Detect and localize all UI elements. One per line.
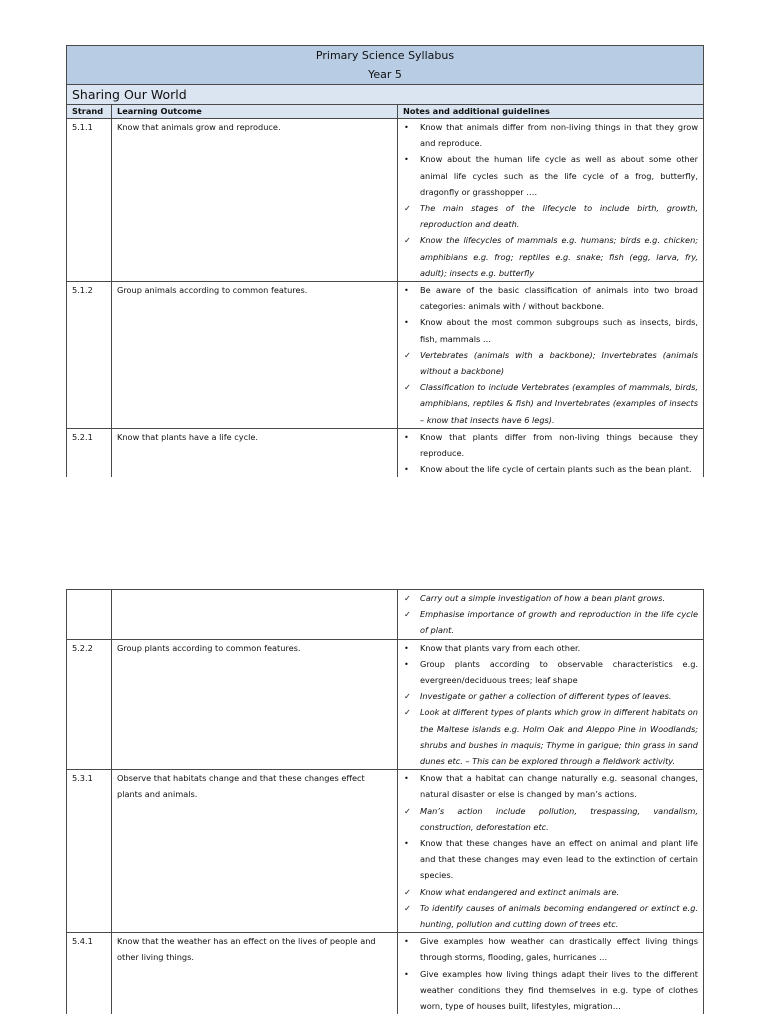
note-text: Know about the most common subgroups such as insects, birds, fish, mammals … — [420, 317, 699, 344]
list-item — [403, 429, 698, 461]
title-cell — [67, 46, 704, 85]
list-item — [403, 282, 698, 314]
outcome-cell: Know that the weather has an effect on the lives of people and other living things. — [112, 933, 398, 1015]
bullet-icon: • — [404, 317, 409, 328]
checkmark-icon: ✓ — [404, 707, 411, 718]
note-text: The main stages of the lifecycle to include birth, growth, reproduction and death. — [420, 203, 699, 230]
note-text: Know what endangered and extinct animals are. — [420, 886, 620, 897]
notes-cell — [398, 639, 704, 770]
list-item — [403, 770, 698, 802]
notes-list — [403, 429, 698, 478]
outcome-cell: Group animals according to common features. — [112, 282, 398, 429]
notes-cell — [398, 590, 704, 640]
list-item — [403, 640, 698, 656]
strand-cell: 5.3.1 — [67, 770, 112, 933]
strand-cell: 5.2.2 — [67, 639, 112, 770]
section-heading: Sharing Our World — [67, 85, 704, 105]
bullet-icon: • — [404, 285, 409, 296]
checkmark-icon: ✓ — [404, 382, 411, 393]
notes-list — [403, 770, 698, 932]
outcome-cell: Group plants according to common features. — [112, 639, 398, 770]
note-text: Give examples how weather can drastically effect living things through storms, flooding, gales, hurricanes … — [420, 936, 698, 963]
note-text: Carry out a simple investigation of how a bean plant grows. — [420, 593, 666, 603]
notes-cell — [398, 770, 704, 933]
checkmark-icon: ✓ — [404, 691, 411, 702]
table-body — [67, 119, 704, 478]
note-text: Give examples how living things adapt their lives to the different weather conditions they find themselves in e.g. type of clothes worn, type of houses built, lifestyles, migration… — [420, 968, 698, 1012]
notes-cell — [398, 428, 704, 477]
bullet-icon: • — [404, 658, 409, 669]
strand-cell — [67, 590, 112, 640]
table-row — [67, 119, 704, 282]
list-item — [403, 347, 698, 379]
strand-header: Strand — [67, 105, 112, 119]
note-text: Know that these changes have an effect on animal and plant life and that these changes may even lead to the extinction of certain species. — [420, 838, 698, 881]
bullet-icon: • — [404, 838, 409, 849]
table-row — [67, 282, 704, 429]
list-item — [403, 884, 698, 900]
note-text: Investigate or gather a collection of different types of leaves. — [420, 691, 672, 702]
list-item — [403, 314, 698, 346]
bullet-icon: • — [404, 936, 409, 947]
notes-list — [403, 933, 698, 1014]
notes-header: Notes and additional guidelines — [398, 105, 704, 119]
outcome-cell: Know that plants have a life cycle. — [112, 428, 398, 477]
list-item — [403, 606, 698, 638]
notes-cell — [398, 282, 704, 429]
note-text: Know that plants differ from non-living things because they reproduce. — [420, 431, 699, 459]
table-row — [67, 590, 704, 640]
strand-cell: 5.2.1 — [67, 428, 112, 477]
note-text: Classification to include Vertebrates (examples of mammals, birds, amphibians, reptiles & fish) and Invertebrates (examples of insects – know that insects have 6 legs). — [420, 382, 699, 425]
table-row — [67, 933, 704, 1015]
list-item — [403, 835, 698, 884]
list-item — [403, 966, 698, 1015]
syllabus-title: Primary Science Syllabus — [315, 49, 455, 62]
checkmark-icon: ✓ — [404, 235, 411, 246]
bullet-icon: • — [404, 968, 409, 979]
bullet-icon: • — [404, 642, 409, 653]
list-item — [403, 803, 698, 835]
list-item — [403, 379, 698, 428]
list-item — [403, 461, 698, 477]
note-text: Emphasise importance of growth and reproduction in the life cycle of plant. — [420, 609, 698, 636]
syllabus-table-page-2 — [66, 589, 704, 1014]
note-text: Look at different types of plants which grow in different habitats on the Maltese islands e.g. Holm Oak and Aleppo Pine in Woodlands; shrubs and bushes in maquis; Thyme in garigue; thin grass in sand dunes etc. – This can be explored through a fieldwork activity. — [420, 707, 698, 767]
list-item — [403, 933, 698, 965]
list-item — [403, 200, 698, 232]
list-item — [403, 232, 698, 281]
list-item — [403, 119, 698, 151]
note-text: Know that animals differ from non-living things in that they grow and reproduce. — [420, 122, 699, 149]
checkmark-icon: ✓ — [404, 609, 411, 620]
note-text: Know that plants vary from each other. — [420, 642, 581, 653]
note-text: Man’s action include pollution, trespassing, vandalism, construction, deforestation etc. — [420, 805, 698, 832]
checkmark-icon: ✓ — [404, 886, 411, 897]
strand-cell: 5.1.2 — [67, 282, 112, 429]
strand-cell: 5.1.1 — [67, 119, 112, 282]
bullet-icon: • — [404, 154, 409, 165]
bullet-icon: • — [404, 773, 409, 784]
outcome-cell: Observe that habitats change and that these changes effect plants and animals. — [112, 770, 398, 933]
note-text: Group plants according to observable characteristics e.g. evergreen/deciduous trees; leaf shape — [420, 658, 698, 686]
bullet-icon: • — [404, 431, 409, 442]
note-text: Vertebrates (animals with a backbone); Invertebrates (animals without a backbone) — [420, 349, 699, 377]
notes-list — [403, 590, 698, 639]
outcome-header: Learning Outcome — [112, 105, 398, 119]
list-item — [403, 688, 698, 704]
table-row — [67, 639, 704, 770]
notes-cell — [398, 119, 704, 282]
notes-list — [403, 282, 698, 428]
list-item — [403, 656, 698, 688]
notes-list — [403, 640, 698, 770]
note-text: To identify causes of animals becoming endangered or extinct e.g. hunting, pollution and cutting down of trees etc. — [420, 902, 698, 930]
checkmark-icon: ✓ — [404, 349, 411, 360]
outcome-cell — [112, 590, 398, 640]
table-row — [67, 428, 704, 477]
table-body — [67, 590, 704, 1015]
notes-list — [403, 119, 698, 281]
bullet-icon: • — [404, 122, 409, 132]
note-text: Know the lifecycles of mammals e.g. humans; birds e.g. chicken; amphibians e.g. frog; reptiles e.g. snake; fish (egg, larva, fry, adult); insects e.g. butterfly — [420, 235, 699, 278]
note-text: Know that a habitat can change naturally e.g. seasonal changes, natural disaster or else is changed by man’s actions. — [420, 773, 698, 800]
year-title: Year 5 — [368, 68, 402, 81]
list-item — [403, 151, 698, 200]
syllabus-table-page-1 — [66, 45, 704, 477]
outcome-cell: Know that animals grow and reproduce. — [112, 119, 398, 282]
note-text: Know about the life cycle of certain plants such as the bean plant. — [420, 464, 692, 475]
note-text: Know about the human life cycle as well as about some other animal life cycles such as the life cycle of a frog, butterfly, dragonfly or grasshopper …. — [420, 154, 699, 197]
table-row — [67, 770, 704, 933]
checkmark-icon: ✓ — [404, 593, 411, 603]
bullet-icon: • — [404, 464, 409, 475]
checkmark-icon: ✓ — [404, 805, 411, 816]
note-text: Be aware of the basic classification of animals into two broad categories: animals with / without backbone. — [420, 285, 699, 312]
list-item — [403, 590, 698, 606]
list-item — [403, 704, 698, 769]
strand-cell: 5.4.1 — [67, 933, 112, 1015]
checkmark-icon: ✓ — [404, 203, 411, 214]
checkmark-icon: ✓ — [404, 902, 411, 913]
notes-cell — [398, 933, 704, 1015]
list-item — [403, 900, 698, 932]
